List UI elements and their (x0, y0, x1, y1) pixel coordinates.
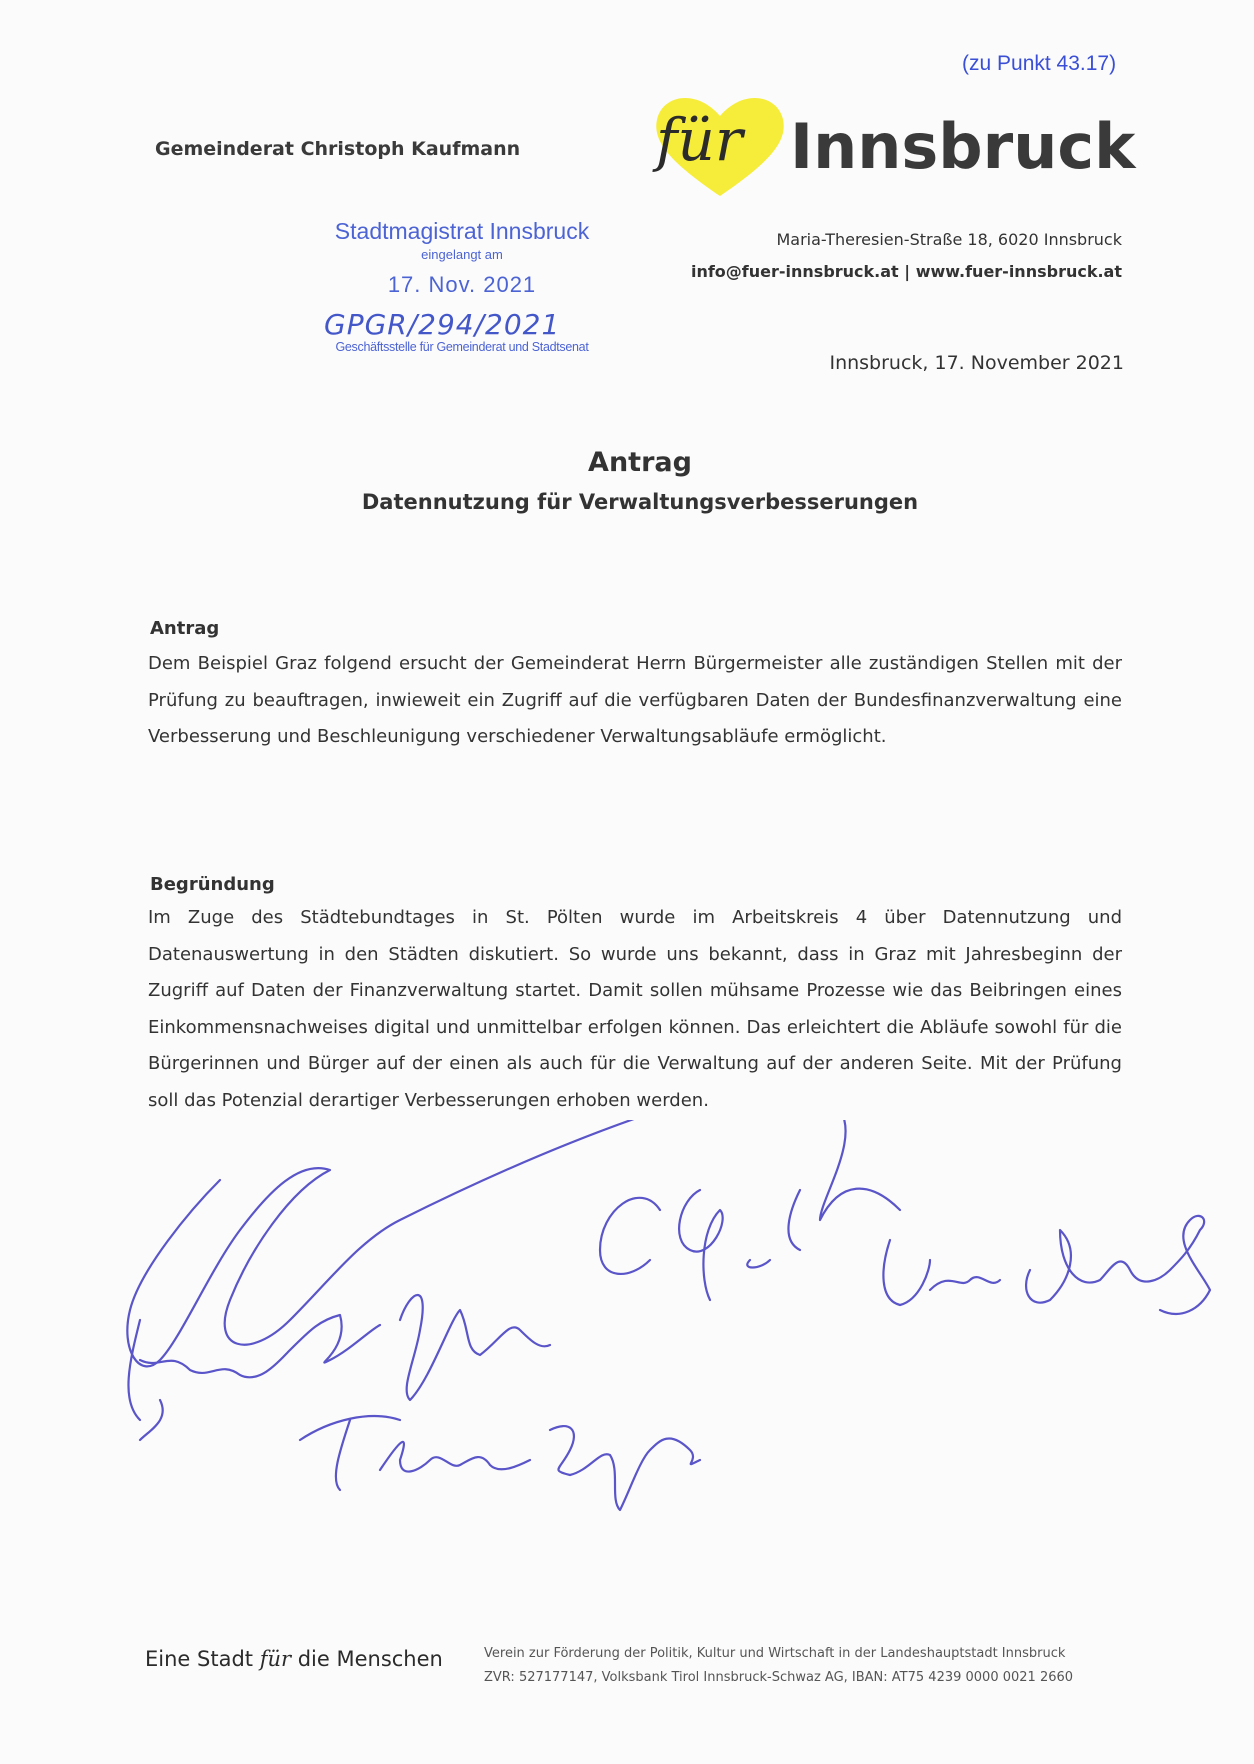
footer-legal-line-1: Verein zur Förderung der Politik, Kultur und Wirtschaft in der Landeshauptstadt Innsbruck (484, 1646, 1066, 1661)
receipt-stamp (312, 218, 612, 358)
section-heading-begruendung: Begründung (150, 874, 275, 895)
footer-legal (484, 1642, 1073, 1690)
section-heading-antrag: Antrag (150, 618, 220, 639)
reference-note: (zu Punkt 43.17) (962, 52, 1117, 75)
stamp-organisation: Stadtmagistrat Innsbruck (334, 218, 590, 244)
place-date: Innsbruck, 17. November 2021 (829, 352, 1124, 374)
section-text-antrag: Dem Beispiel Graz folgend ersucht der Gemeinderat Herrn Bürgermeister alle zuständigen Stellen mit der Prüfung zu beauftragen, inwieweit ein Zugriff auf die verfügbaren Daten der Bundesfinanzverwaltung eine Verbesserung und Beschleunigung verschiedener Verwaltungsabläufe ermöglicht. (148, 653, 1122, 747)
document-title: Antrag (588, 447, 692, 478)
stamp-reference: GPGR/294/2021 (324, 308, 561, 341)
handwritten-signatures (100, 1120, 1220, 1540)
signature-1 (127, 1120, 660, 1366)
signature-4 (600, 1120, 900, 1300)
stamp-office: Geschäftsstelle für Gemeinderat und Stadtsenat (335, 340, 589, 354)
document-subtitle: Datennutzung für Verwaltungsverbesserungen (361, 490, 919, 514)
logo-word-city: Innsbruck (790, 110, 1136, 183)
section-text-begruendung: Im Zuge des Städtebundtages in St. Pölten wurde im Arbeitskreis 4 über Datennutzung und Datenauswertung in den Städten diskutiert. So wurde uns bekannt, dass in Graz mit Jahresbeginn der Zugriff auf Daten der Finanzverwaltung startet. Damit sollen mühsame Prozesse wie das Beibringen eines Einkommensnachweises digital und unmittelbar erfolgen können. Das erleichtert die Abläufe sowohl für die Bürgerinnen und Bürger auf der einen als auch für die Verwaltung auf der anderen Seite. Mit der Prüfung soll das Potenzial derartiger Verbesserungen erhoben werden. (148, 907, 1122, 1111)
footer-legal-line-2: ZVR: 527177147, Volksbank Tirol Innsbruck-Schwaz AG, IBAN: AT75 4239 0000 0021 2660 (484, 1670, 1074, 1685)
street-address: Maria-Theresien-Straße 18, 6020 Innsbruck (776, 230, 1122, 249)
contact-line: info@fuer-innsbruck.at | www.fuer-innsbruck.at (690, 262, 1122, 281)
party-logo (650, 92, 1136, 202)
stamp-received-label: eingelangt am (421, 247, 503, 262)
councillor-name: Gemeinderat Christoph Kaufmann (155, 138, 521, 160)
signature-5 (883, 1216, 1210, 1314)
signature-3 (128, 1320, 162, 1440)
slogan-for: für (259, 1647, 292, 1671)
signature-6 (300, 1416, 700, 1510)
stamp-date: 17. Nov. 2021 (387, 272, 537, 297)
slogan-post: die Menschen (291, 1647, 443, 1671)
sender-address-block (691, 224, 1122, 288)
footer-slogan (145, 1647, 443, 1671)
signature-2 (140, 1295, 550, 1400)
logo-word-fuer: für (656, 106, 743, 174)
slogan-pre: Eine Stadt (145, 1647, 260, 1671)
